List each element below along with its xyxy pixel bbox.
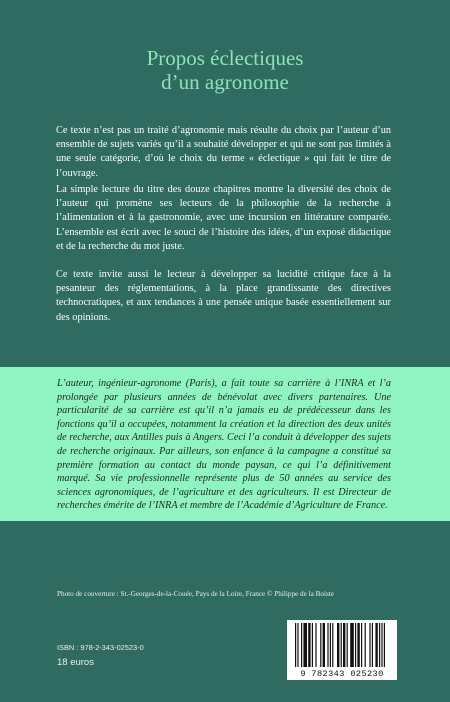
barcode-bar <box>297 623 298 667</box>
description-paragraph-1: Ce texte n’est pas un traité d’agronomie mais résulte du choix par l’auteur d’un ensemble de sujets variés qu’il a souhaité développer et qui ne sont pas limités à une seule catégorie, d’où le choix du terme « éclectique » qui fait le titre de l’ouvrage. <box>56 125 391 179</box>
photo-credit: Photo de couverture : St.-Georges-de-la-Couée, Pays de la Loire, France © Philippe de la Boiste <box>57 590 334 598</box>
barcode-bar <box>375 623 377 667</box>
barcode-bar <box>315 623 316 667</box>
book-title <box>0 46 450 94</box>
author-bio-text: L’auteur, ingénieur-agronome (Paris), a fait toute sa carrière à l’INRA et l’a prolongée par plusieurs années de bénévolat avec divers partenaires. Une particularité de sa carrière est qu’il n’a jamais eu de prédécesseur dans les fonctions qu’il a occupées, notamment la création et la direction des deux unités de recherche, aux Antilles puis à Angers. Ceci l’a conduit à développer des sujets de recherche originaux. Par ailleurs, son enfance à la campagne a constitué sa première formation au contact du monde paysan, ce qui l’a définitivement marqué. Sa vie professionnelle représente plus de 50 années au service des sciences agronomiques, de l’agriculture et des agriculteurs. Il est Directeur de recherches émérite de l’INRA et membre de l’Académie d’Agriculture de France. <box>57 378 391 512</box>
barcode-bar <box>343 623 345 667</box>
barcode-bar <box>381 623 382 667</box>
barcode-bar <box>320 623 321 667</box>
barcode-bar <box>330 623 331 667</box>
barcode-bar <box>303 623 307 667</box>
barcode-bar <box>365 623 366 667</box>
description-paragraph-3: Ce texte invite aussi le lecteur à développer sa lucidité critique face à la pesanteur des réglementations, à la place grandissante des directives technocratiques, et aux tendances à une pensée unique basée essentiellement sur des opinions. <box>56 269 391 323</box>
barcode-bar <box>357 623 359 667</box>
barcode-bar <box>332 623 333 667</box>
author-bio-box <box>0 367 450 521</box>
barcode-bar <box>361 623 362 667</box>
barcode-bar <box>369 623 370 667</box>
barcode-bar <box>337 623 339 667</box>
barcode-bar <box>312 623 313 667</box>
barcode-bar <box>372 623 373 667</box>
barcode-bar <box>308 623 310 667</box>
barcode <box>287 620 397 680</box>
barcode-bar <box>323 623 325 667</box>
barcode-bar <box>384 623 385 667</box>
barcode-bar <box>379 623 380 667</box>
barcode-bar <box>341 623 342 667</box>
description-paragraph-2: La simple lecture du titre des douze chapitres montre la diversité des choix de l’auteur qui promène ses lecteurs de la philosophie de la recherche à l’alimentation et à la gastronomie, avec une incursion en littérature comparée. L’ensemble est écrit avec le souci de l’histoire des idées, d’un exposé didactique et de la recherche du mot juste. <box>56 184 391 252</box>
barcode-bars-icon <box>293 623 391 667</box>
isbn-label: ISBN : 978-2-343-02523-0 <box>57 643 144 652</box>
barcode-bar <box>327 623 328 667</box>
barcode-bar <box>295 623 296 667</box>
barcode-bar <box>355 623 356 667</box>
barcode-bar <box>301 623 302 667</box>
book-title-line-2: d’un agronome <box>161 70 289 94</box>
barcode-bar <box>347 623 348 667</box>
book-title-line-1: Propos éclectiques <box>146 46 304 70</box>
barcode-bar <box>350 623 354 667</box>
barcode-digits: 9 782343 025230 <box>300 669 384 679</box>
price-label: 18 euros <box>57 657 94 668</box>
